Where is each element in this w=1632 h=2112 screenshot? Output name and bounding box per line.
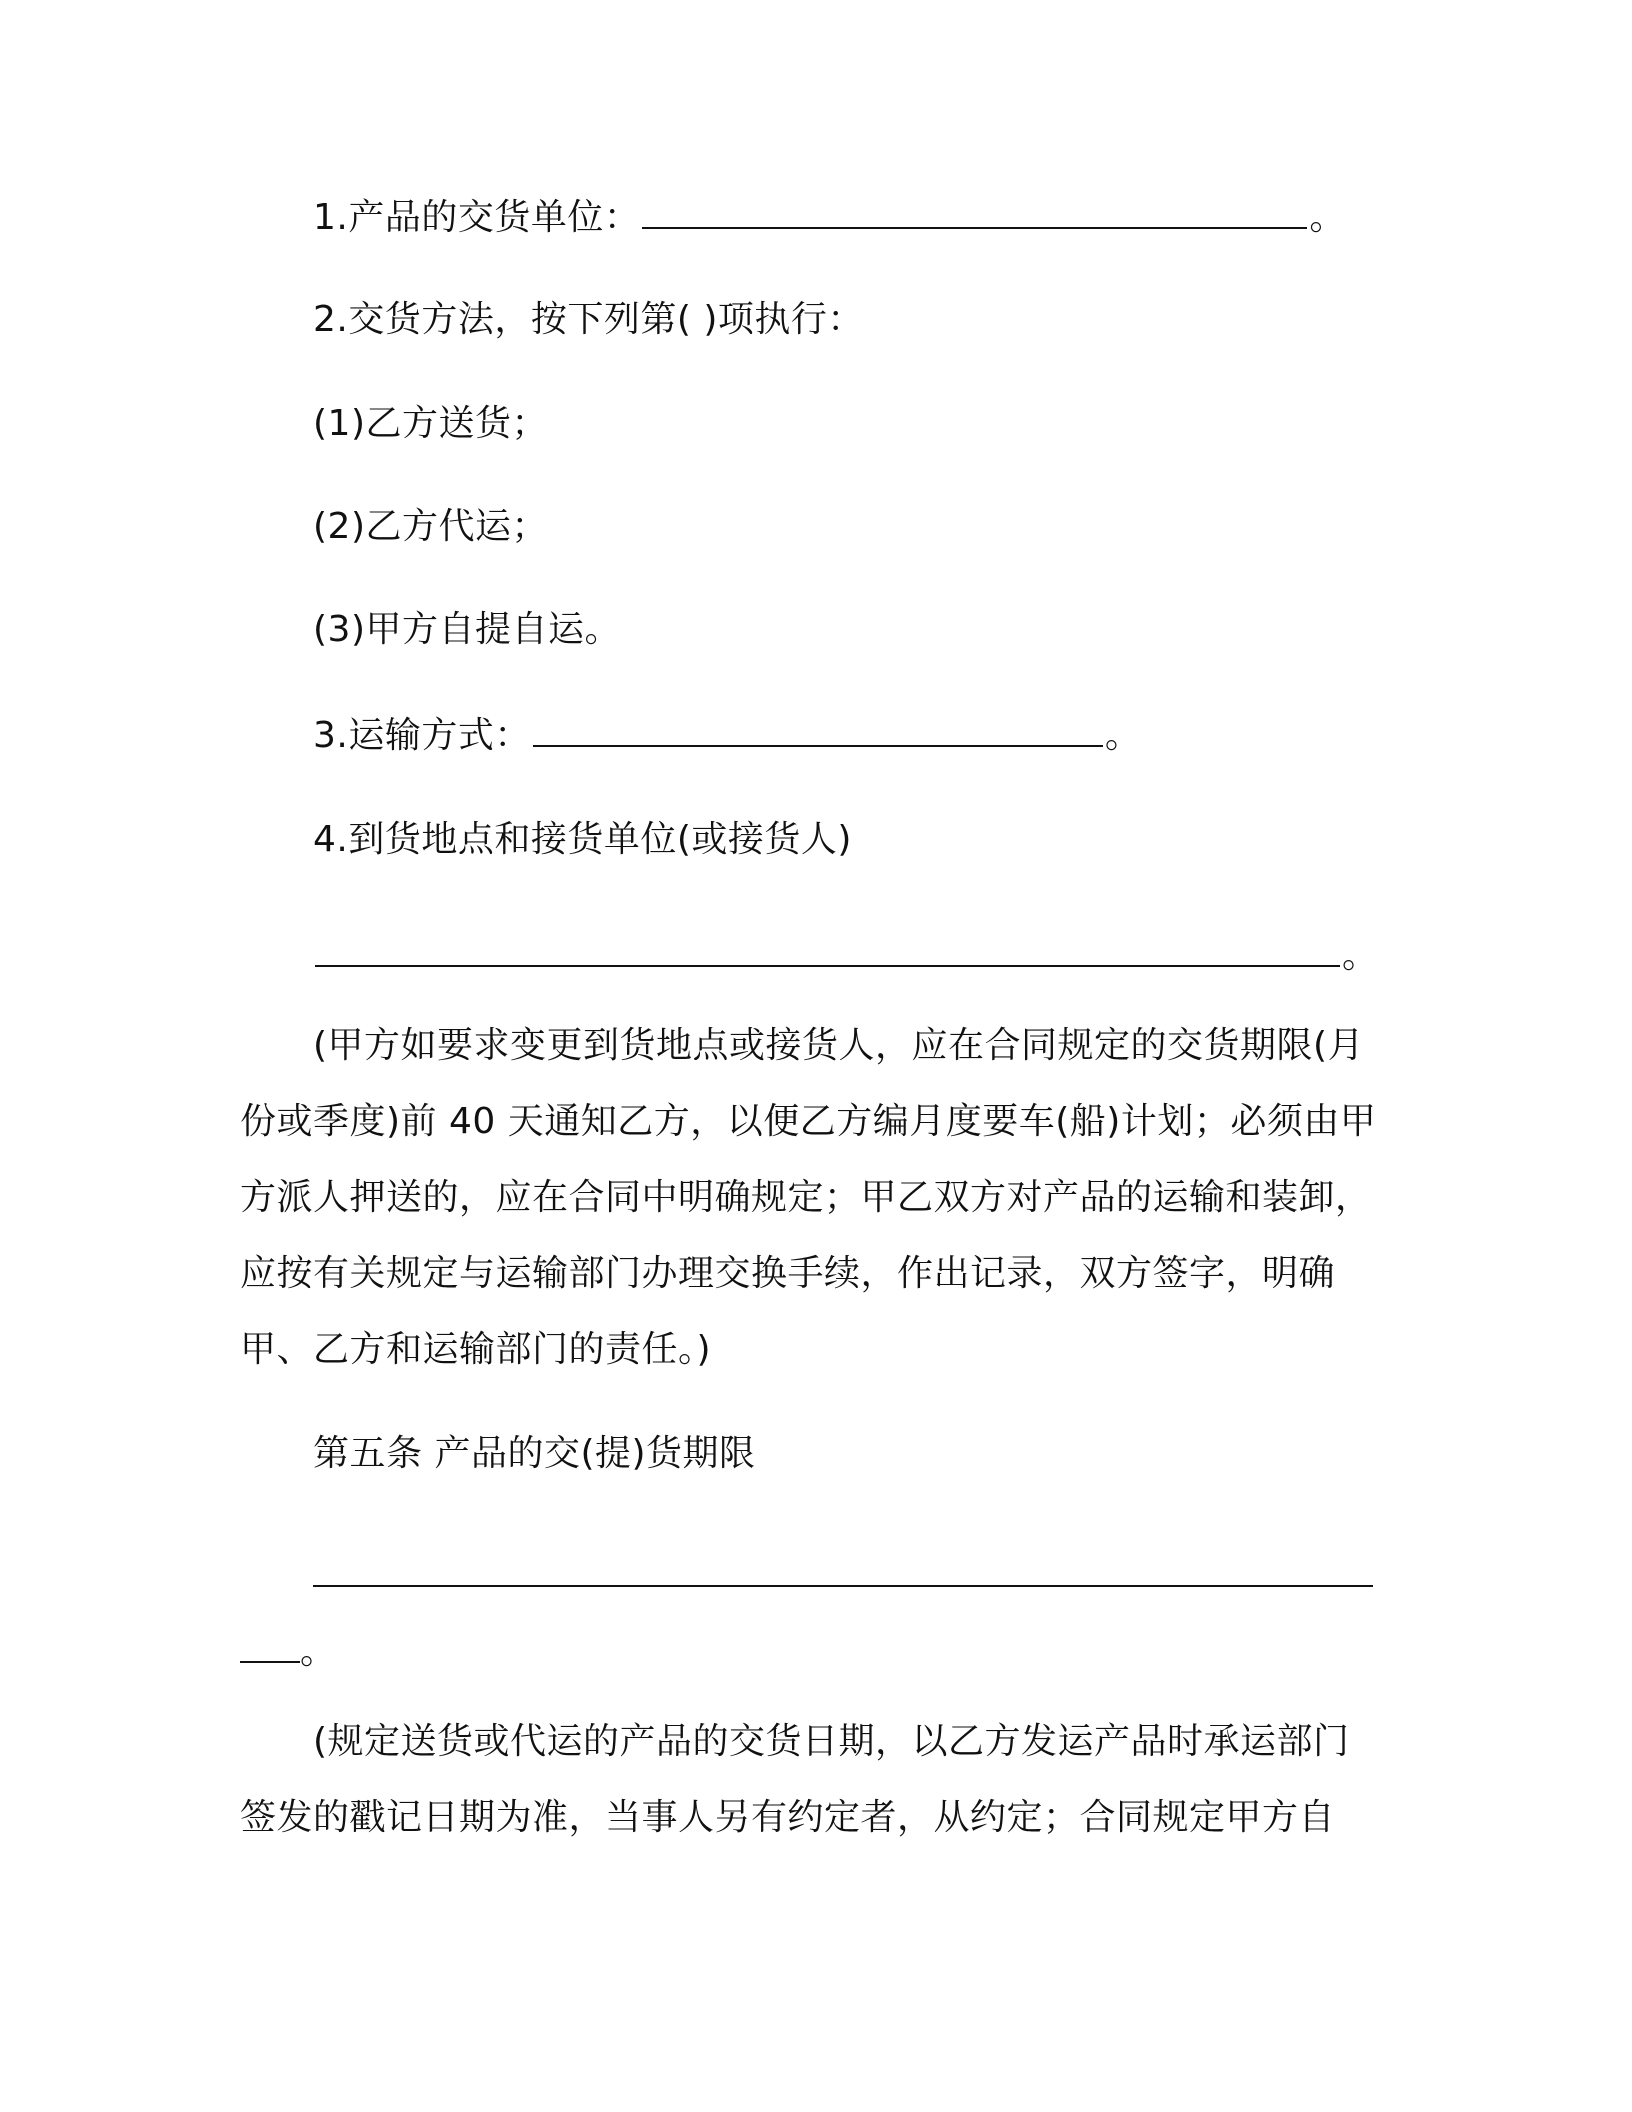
article5-fill-blank <box>313 1555 1373 1587</box>
item3-line <box>313 714 1141 758</box>
note1-line-4: 应按有关规定与运输部门办理交换手续，作出记录，双方签字，明确 <box>240 1253 1336 1294</box>
option-3: (3)甲方自提自运。 <box>313 609 621 650</box>
item1-fill-blank <box>642 197 1307 229</box>
item3-end: 。 <box>1104 715 1142 756</box>
article5-blank-line-2 <box>240 1630 337 1674</box>
note2-line-1: (规定送货或代运的产品的交货日期，以乙方发运产品时承运部门 <box>313 1721 1350 1762</box>
note2-line-2: 签发的戳记日期为准，当事人另有约定者，从约定；合同规定甲方自 <box>240 1797 1336 1838</box>
item1-label: 1.产品的交货单位： <box>313 197 641 238</box>
item4-line: 4.到货地点和接货单位(或接货人) <box>313 819 852 860</box>
option-1: (1)乙方送货； <box>313 403 548 444</box>
option-2: (2)乙方代运； <box>313 506 548 547</box>
note1-line-3: 方派人押送的，应在合同中明确规定；甲乙双方对产品的运输和装卸， <box>240 1177 1372 1218</box>
item3-label: 3.运输方式： <box>313 715 531 756</box>
item3-fill-blank <box>533 715 1103 747</box>
article5-end: 。 <box>300 1631 337 1672</box>
article5-blank-line-1 <box>313 1554 1373 1598</box>
note1-line-5: 甲、乙方和运输部门的责任。) <box>240 1329 712 1370</box>
item4-end: 。 <box>1342 935 1379 976</box>
item4-fill-blank <box>315 935 1340 967</box>
article5-fill-blank-cont <box>240 1631 300 1663</box>
item1-end: 。 <box>1309 197 1346 238</box>
article5-title: 第五条 产品的交(提)货期限 <box>313 1433 756 1474</box>
item2-line: 2.交货方法，按下列第( )项执行： <box>313 299 864 340</box>
note1-line-2: 份或季度)前 40 天通知乙方，以便乙方编月度要车(船)计划；必须由甲 <box>240 1101 1377 1142</box>
item4-blank-line <box>313 934 1379 978</box>
item1-line <box>313 196 1346 240</box>
note1-line-1: (甲方如要求变更到货地点或接货人，应在合同规定的交货期限(月 <box>313 1025 1365 1066</box>
